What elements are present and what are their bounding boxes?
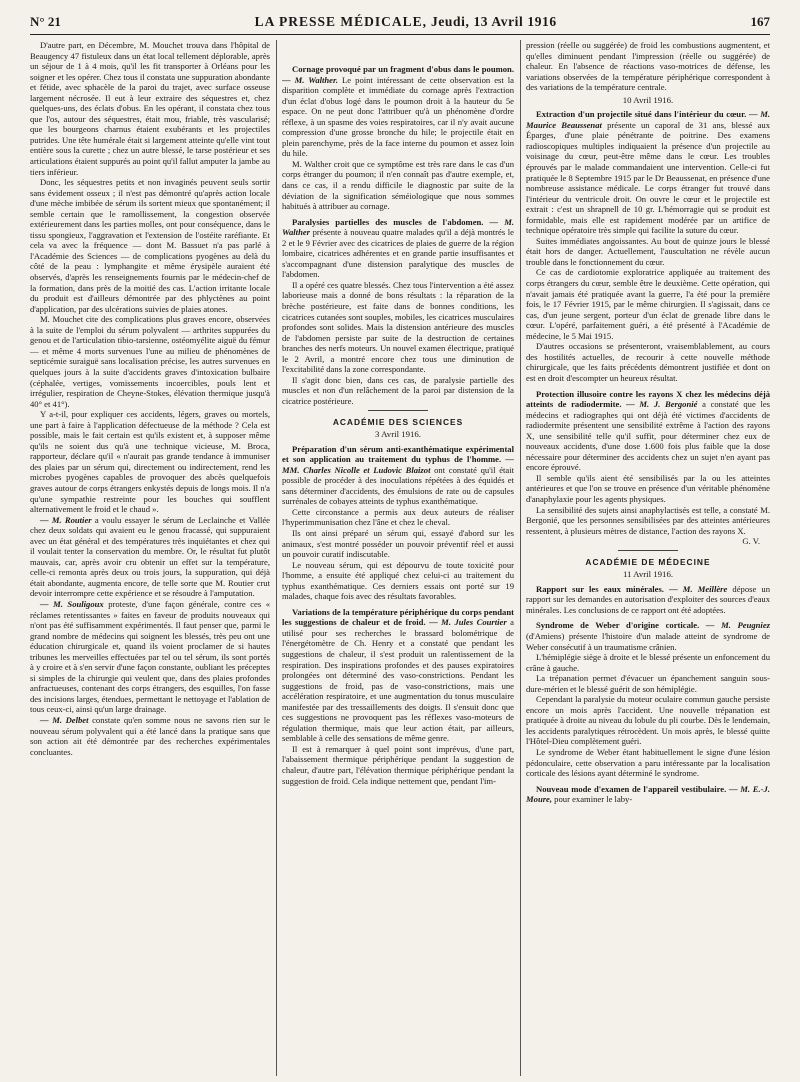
section-date: 3 Avril 1916. bbox=[374, 429, 422, 440]
paragraph bbox=[30, 599, 270, 715]
column-right bbox=[526, 40, 770, 1076]
article-heading bbox=[526, 620, 770, 652]
author-name: — M. E.-J. Moure, bbox=[526, 783, 770, 805]
column-divider bbox=[520, 40, 521, 1076]
paragraph-text: a constaté que les médecins et radiographes qui ont déjà été victimes d'accidents de radiodermite présentent une sensibilité extrême à l'action des rayons X, une sensibilité telle qu'il suffit, pour déterminer chez eux de nouveaux accidents, d'une dose 1.600 fois plus faible que la dose nécessaire pour déterminer des accidents chez un sujet n'en ayant pas encore éprouvé. bbox=[526, 399, 770, 473]
article-heading bbox=[282, 64, 514, 159]
paragraph: Le syndrome de Weber étant habituellement le signe d'une lésion pédonculaire, cette observation a paru intéressante par la localisation corticale des lésions ayant déterminé le syndrome. bbox=[526, 747, 770, 779]
author-name: — M. Walther bbox=[282, 216, 514, 238]
author-name: — M. Peugniez bbox=[705, 620, 770, 631]
journal-title: LA PRESSE MÉDICALE, bbox=[254, 14, 427, 29]
paragraph: Ils ont ainsi préparé un sérum qui, essayé d'abord sur les animaux, s'est montré posséder un pouvoir préventif réel et aussi un pouvoir curatif indiscutable. bbox=[282, 527, 514, 560]
issue-number: N° 21 bbox=[30, 14, 61, 29]
article-heading bbox=[526, 584, 770, 616]
paragraph-text: pour examiner le laby- bbox=[552, 794, 633, 805]
page-header bbox=[30, 14, 770, 35]
paragraph-text: présente à nouveau quatre malades qu'il a déjà montrés le 2 et le 9 Février avec des cicatrices de plaies de guerre de la région lombaire, cicatrices adhérentes et en grande partie insuffisantes et s'accompagnant d'une distension paralytique des muscles de l'abdomen. bbox=[282, 227, 514, 280]
article-title: Rapport sur les eaux minérales. bbox=[536, 583, 664, 594]
article-heading bbox=[526, 784, 770, 805]
issue-date: Jeudi, 13 Avril 1916 bbox=[430, 14, 557, 29]
author-name: — M. Maurice Beaussenat bbox=[526, 109, 770, 130]
paragraph: Ce cas de cardiotomie exploratrice appliquée au traitement des corps étrangers du cœur, semble être le deuxième. Cette opération, qui n'avait jamais été pratiquée avant la guerre, l'a été pour la première fois, le 17 Février 1915, par le même chirurgien. Il s'agissait, dans ce cas, d'un jeune sergent, porteur d'un éclat de grenade libre dans le cœur. L'opéré, parfaitement guéri, a été présenté à l'Académie de médecine, le 5 Mai 1915. bbox=[526, 267, 770, 341]
section-heading: ACADÉMIE DES SCIENCES bbox=[332, 416, 464, 427]
article-heading bbox=[282, 607, 514, 744]
section-heading: ACADÉMIE DE MÉDECINE bbox=[585, 556, 711, 567]
article-title: Variations de la température périphérique du corps pendant les suggestions de chaleur et de froid. bbox=[282, 606, 514, 628]
signature-initials: G. V. bbox=[742, 536, 760, 547]
paragraph-text: présente un caporal de 31 ans, blessé aux Éparges, d'une plaie pénétrante de poitrine. Des examens radioscopiques multiples indiquaient la présence d'un projectile au voisinage du cœur, peut-être même dans le cœur. Les troubles éprouvés par le malade commandaient une intervention. Celle-ci fut pratiquée le 8 Septembre 1915 par le Dr Beaussenat, en présence d'une nombreuse assistance médicale. Le corps étranger fut trouvé dans l'intérieur du ventricule droit. On ouvre le cœur et le projectile est extrait : c'est un shrapnell de 10 gr. L'hémorragie qui se produit est formidable, mais elle est rapidement modérée par un artifice de technique opératoire très simple qui facilite la suture du cœur. bbox=[526, 119, 770, 236]
article-title: Paralysies partielles des muscles de l'abdomen. bbox=[292, 216, 484, 227]
paragraph bbox=[30, 515, 270, 599]
paragraph: D'autres occasions se présenteront, vraisemblablement, au cours des hostilités actuelles, de recourir à cette nouvelle méthode chirurgicale, que les faits précédents démontrent justifiée et dont on est en droit d'escompter un heureux résultat. bbox=[526, 341, 770, 383]
paragraph: Suites immédiates angoissantes. Au bout de quinze jours le blessé était hors de danger. Actuellement, l'auscultation ne révèle aucun trouble dans le fonctionnement du cœur. bbox=[526, 235, 770, 267]
paragraph: M. Walther croit que ce symptôme est très rare dans le cas d'un corps étranger du poumon; il n'en connaît pas d'autre exemple, et, dans ce cas, il a rendu difficile le diagnostic par suite de la déviation de la signification séméiologique que nous sommes habitués à attribuer au cornage. bbox=[282, 158, 514, 212]
paragraph-text: proteste, d'une façon générale, contre ces « réclames retentissantes » faites en faveur de produits nouveaux qui n'ont pas été suffisamment expérimentés. Il faut penser que, parmi le grand nombre de médecins qui soignent les blessés, très peu ont une éducation chirurgicale et, quand ils voient proclamer de si hautes tribunes les merveilles effectuées par tel ou tel sérum, ils sont portés à y croire et à s'en servir d'une façon constante, oubliant les préceptes si simples de la chirurgie qui veulent que, dans des plaies profondes anfractueuses, contenant des corps étrangers, des esquilles, l'on fasse des incisions larges, étendues, permettant le nettoyage et l'ablation de tous ceux-ci, ainsi qu'un large drainage. bbox=[30, 598, 270, 715]
paragraph-text: constate qu'en somme nous ne savons rien sur le nouveau sérum polyvalent qui a été lancé dans la pratique sans que son action ait été démontrée par des recherches expérimentales concluantes. bbox=[30, 715, 270, 757]
author-name: — M. Jules Courtier bbox=[429, 617, 507, 628]
paragraph-text: Le point intéressant de cette observation est la disparition complète et immédiate du cornage après l'extraction d'un éclat d'obus logé dans le poumon droit à la hauteur du 5e espace. On ne peut donc l'attribuer qu'à un phénomène d'ordre réflexe, à un spasme des voies respiratoires, car il n'y avait aucune compression d'une grosse bronche du hile; le projectile était en plein parenchyme, près de la face interne du poumon et assez loin du hile. bbox=[282, 74, 514, 159]
paragraph-text: dépose un rapport sur les demandes en autorisation d'exploiter des sources d'eaux minérales. Les conclusions de ce rapport ont été adoptées. bbox=[526, 583, 770, 615]
author-name: — MM. Charles Nicolle et Ludovic Blaizot bbox=[282, 454, 514, 475]
paragraph: D'autre part, en Décembre, M. Mouchet trouva dans l'hôpital de Beaugency 47 fistuleux dans un état local tellement déplorable, après un séjour de 1 à 4 mois, qu'il les fit transporter à Orléans pour les soigner et les opérer. Chez tous il constata une suppuration abondante et fétide, avec sphacèle de la paroi du trajet, avec surface osseuse largement nécrosée. Il eut à leur extraire des séquestres et, chez quelques-uns, des éclats d'obus. En les opérant, il constata chez tous que l'os, autour des séquestres, était mou, friable, très vascularisé; que les bourgeons charnus étaient exubérants et les projectiles putrides. Une tête humérale était si largement atteinte qu'elle vint tout entière sous la curette ; chez un autre blessé, le tarse postérieur et ses articulations étaient suppurés au point qu'il fallut amputer la jambe au tiers inférieur. bbox=[30, 40, 270, 177]
paragraph-text: (d'Amiens) présente l'histoire d'un malade atteint de syndrome de Weber consécutif à un traumatisme crânien. bbox=[526, 630, 770, 652]
column-divider bbox=[276, 40, 277, 1076]
paragraph: La sensibilité des sujets ainsi anaphylactisés est telle, a constaté M. Bergonié, que les personnes sensibilisées par des atteintes antérieures ressentent, à plusieurs mètres de distance, l'action des rayons X. bbox=[526, 504, 770, 536]
paragraph bbox=[30, 715, 270, 757]
paragraph: Le nouveau sérum, qui est dépourvu de toute toxicité pour l'homme, a ensuite été appliqué chez celui-ci au traitement du typhus exanthématique. Ces derniers essais ont porté sur 19 malades, chaque fois avec des résultats favorables. bbox=[282, 559, 514, 602]
paragraph: Cependant la paralysie du moteur oculaire commun gauche persiste encore un mois après l'accident. Une nouvelle trépanation est pratiquée à droite au niveau du lobule du pli courbe. Dès le lendemain, les accidents paralytiques rétrocèdent. Un mois après, le blessé quitte l'Hôtel-Dieu complètement guéri. bbox=[526, 694, 770, 747]
article-title: Extraction d'un projectile situé dans l'intérieur du cœur. bbox=[536, 109, 747, 120]
section-rule bbox=[368, 410, 428, 411]
column-left bbox=[30, 40, 270, 1076]
author-name: — M. J. Bergonié bbox=[626, 399, 698, 410]
article-heading bbox=[526, 109, 770, 236]
article-title: Nouveau mode d'examen de l'appareil vestibulaire. bbox=[536, 783, 727, 794]
article-title: Protection illusoire contre les rayons X chez les médecins déjà atteints de radiodermite. bbox=[526, 388, 770, 410]
paragraph-text: a utilisé pour ses recherches le brassard bolométrique de l'énergétomètre de Ch. Henry et a constaté que pendant les suggestions de chaleur, il s'est produit un ralentissement de la respiration. Des inspirations profondes et des pauses expiratoires prolongées ont déterminé des vaso-constrictions. Pendant les suggestions de froid, pas de vaso-constrictions, mais une accélération respiratoire, et une augmentation du tonus musculaire manifestée par des tressaillements des doigts. Il s'ensuit donc que ces suggestions ne provoquent pas les réflexes vaso-moteurs de régulation thermique, mais que leur action était, par ailleurs, semblable à celle des sensations de même genre. bbox=[282, 617, 514, 744]
spacer bbox=[282, 40, 514, 64]
paragraph-text: ont constaté qu'il était possible de procéder à des inoculations répétées à des équidés et sans déterminer d'accidents, des émulsions de rate ou de capsules surrénales de cobayes atteints de typhus exanthématique. bbox=[282, 464, 514, 507]
author-name: — M. Walther. bbox=[282, 74, 338, 85]
section-date: 11 Avril 1916. bbox=[622, 569, 674, 580]
article-heading bbox=[526, 389, 770, 473]
column-middle bbox=[282, 40, 514, 1076]
author-name: — M. Routier bbox=[40, 514, 92, 525]
masthead bbox=[255, 14, 557, 30]
paragraph: Il semble qu'ils aient été sensibilisés par la ou les atteintes antérieures et que l'on se trouve en présence d'un véritable phénomène d'anaphylaxie pour les agents physiques. bbox=[526, 472, 770, 504]
author-name: — M. Souligoux bbox=[40, 598, 104, 609]
paragraph: Y a-t-il, pour expliquer ces accidents, légers, graves ou mortels, une part à faire à l'application défectueuse de la méthode ? Cela est possible, mais le fait certain est qu'ils existent et, à supposer même qu'ils ne soient dus qu'à une technique vicieuse, M. Broca, rapporteur, déclare qu'il « n'aurait pas grande tendance à immuniser des plaies par un sérum qui, directement ou indirectement, rend les microbes pyogènes capables de provoquer des abcès quelquefois graves autour de corps étrangers enkystés depuis de longs mois. Il n'a qu'une sympathie restreinte pour les bouches qui soufflent alternativement le froid et le chaud ». bbox=[30, 409, 270, 515]
author-name: — M. Meillère bbox=[669, 583, 728, 594]
section-rule bbox=[618, 550, 678, 551]
paragraph: Il est à remarquer à quel point sont imprévus, d'une part, l'abaissement thermique périphérique pendant la suggestion de chaleur, d'autre part, l'élévation thermique périphérique pendant la suggestion de froid. Cela indique nettement que, pendant l'im- bbox=[282, 743, 514, 786]
paragraph: Il s'agit donc bien, dans ces cas, de paralysie partielle des muscles et non d'un relâchement de la paroi par distension de la cicatrice postérieure. bbox=[282, 374, 514, 406]
article-title: Cornage provoqué par un fragment d'obus dans le poumon. bbox=[292, 64, 514, 74]
article-heading bbox=[282, 444, 514, 507]
section-date: 10 Avril 1916. bbox=[622, 94, 674, 105]
paragraph-text: a voulu essayer le sérum de Leclainche et Vallée chez deux soldats qui avaient eu le genou fracassé, qui suppuraient avec un état général et des températures très inquiétantes et chez qui il voulait tenter la conservation du membre. Or, le résultat fut plutôt mauvais, car, après avoir cru obtenir un effet sur la température, celle-ci remonta après deux ou trois jours, la suppuration, qui déjà était abondante, augmenta encore, de telle sorte que M. Routier crut devoir interrompre cette expérience et se résoudre à l'amputation. bbox=[30, 514, 270, 599]
page-number: 167 bbox=[750, 14, 770, 29]
paragraph: Donc, les séquestres petits et non invaginés peuvent seuls sortir sans évidement osseux ; il n'est pas démontré qu'après action locale d'une mèche imbibée de sérum ils sortent mieux que spontanément; il semble certain que le ramollissement, la congestion observée extérieurement dans les parties molles, ont pour conséquence, dans le tissu spongieux, l'aggravation et l'extension de l'ostéite raréfiante. Et cela va avec la fréquence — dont M. Bassuet n'a pas parlé à l'Académie des Sciences — de complications pyogènes au delà du côté de la peau : lymphangite et même érysipèle auraient été observés, d'après les renseignements fournis par le médecin-chef de la formation, dans près de la moitié des cas. L'action irritante locale du produit est d'ailleurs démontrée par des phlyctènes au point d'application, par des ulcérations suivies de plaies atones. bbox=[30, 177, 270, 314]
article-heading bbox=[282, 217, 514, 280]
paragraph: pression (réelle ou suggérée) de froid les combustions augmentent, et qu'elles diminuent pendant l'impression (réelle ou suggérée) de chaleur. En l'absence de réactions vaso-motrices de défense, les variations observées de la température périphérique correspondent à des variations de la température centrale. bbox=[526, 40, 770, 93]
paragraph: Il a opéré ces quatre blessés. Chez tous l'intervention a été assez laborieuse mais a donné de bons résultats : la réparation de la brèche postérieure, est faite dans de bonnes conditions, les cicatrices cutanées sont souples, mobiles, les cicatrices musculaires profondes sont solides. Mais la distension antérieure des muscles de l'abdomen persiste par suite de la destruction de certaines branches des nerfs moteurs. Un nouvel examen électrique, pratiqué le 2 Avril, a montré encore chez tous une diminution de l'excitabilité dans la zone correspondante. bbox=[282, 279, 514, 375]
article-title: Syndrome de Weber d'origine corticale. bbox=[536, 620, 700, 631]
paragraph: Cette circonstance a permis aux deux auteurs de réaliser l'hyperimmunisation chez l'âne et chez le cheval. bbox=[282, 506, 514, 528]
article-title: Préparation d'un sérum anti-exanthématique expérimental et son application au traitement du typhus de l'homme. bbox=[282, 443, 514, 465]
author-name: — M. Delbet bbox=[40, 715, 89, 725]
paragraph: L'hémiplégie siège à droite et le blessé présente un enfoncement du crâne à gauche. bbox=[526, 652, 770, 673]
paragraph: La trépanation permet d'évacuer un épanchement sanguin sous-dure-mérien et le blessé guérit de son hémiplégie. bbox=[526, 673, 770, 694]
paragraph: M. Mouchet cite des complications plus graves encore, observées à la suite de l'emploi du sérum polyvalent — arthrites suppurées du genou et de l'articulation tibio-tarsienne, ostéomyélite aiguë du fémur — et même 4 morts survenues l'une au milieu de phénomènes de septicémie suraiguë sans localisation précise, les autres survenues en quelques jours à la suite d'accidents graves d'intoxication bulbaire (céphalée, vertiges, vomissements incoercibles, pouls lent et irrégulier, respiration de Cheyne-Stokes, élévation thermique jusqu'à 40° et 41°). bbox=[30, 314, 270, 409]
